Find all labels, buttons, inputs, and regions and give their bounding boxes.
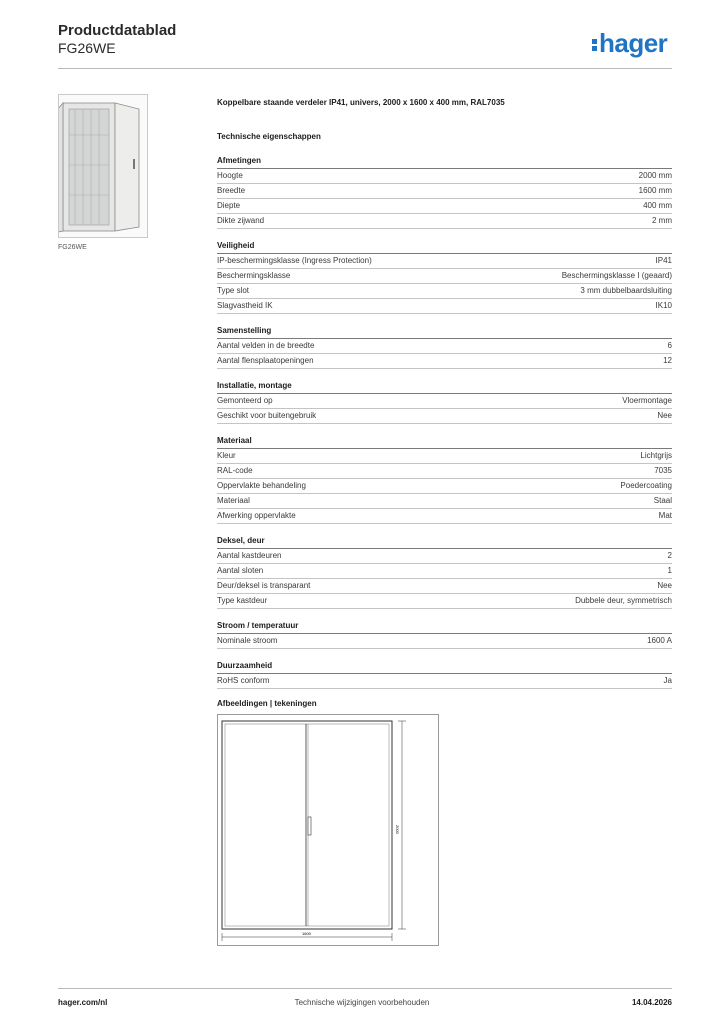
spec-value: 1	[667, 566, 672, 575]
photo-caption: FG26WE	[58, 244, 87, 251]
spec-label: Diepte	[217, 201, 241, 210]
spec-label: IP-beschermingsklasse (Ingress Protection)	[217, 256, 372, 265]
spec-label: Breedte	[217, 186, 246, 195]
spec-row	[217, 674, 672, 689]
spec-row	[217, 549, 672, 564]
spec-section	[217, 239, 672, 314]
spec-label: Hoogte	[217, 171, 243, 180]
footer-disclaimer: Technische wijzigingen voorbehouden	[294, 998, 430, 1007]
cabinet-photo-icon	[59, 95, 147, 237]
section-title: Deksel, deur	[217, 534, 672, 549]
spec-label: Gemonteerd op	[217, 396, 273, 405]
spec-row	[217, 214, 672, 229]
page-title: Productdatablad	[58, 22, 177, 39]
spec-label: Materiaal	[217, 496, 250, 505]
spec-value: Nee	[657, 581, 672, 590]
spec-section	[217, 534, 672, 609]
spec-row	[217, 564, 672, 579]
drawing-width-label: 1600	[302, 931, 311, 936]
spec-section	[217, 379, 672, 424]
spec-label: Aantal kastdeuren	[217, 551, 282, 560]
spec-row	[217, 199, 672, 214]
spec-value: Dubbele deur, symmetrisch	[575, 596, 672, 605]
spec-label: Aantal flensplaatopeningen	[217, 356, 314, 365]
section-title: Samenstelling	[217, 324, 672, 339]
spec-row	[217, 579, 672, 594]
spec-row	[217, 449, 672, 464]
spec-row	[217, 354, 672, 369]
spec-label: Nominale stroom	[217, 636, 278, 645]
spec-row	[217, 269, 672, 284]
spec-label: Slagvastheid IK	[217, 301, 273, 310]
spec-section	[217, 154, 672, 229]
logo-text: hager	[599, 28, 668, 58]
spec-section	[217, 324, 672, 369]
tech-properties-heading: Technische eigenschappen	[217, 132, 321, 141]
spec-section	[217, 659, 672, 689]
footer-website-link[interactable]: hager.com/nl	[58, 998, 108, 1007]
spec-value: 2	[667, 551, 672, 560]
spec-label: Type slot	[217, 286, 250, 295]
product-photo	[58, 94, 148, 238]
spec-label: Beschermingsklasse	[217, 271, 291, 280]
spec-value: IP41	[655, 256, 672, 265]
spec-value: Staal	[653, 496, 672, 505]
spec-label: Kleur	[217, 451, 236, 460]
spec-value: 3 mm dubbelbaardsluiting	[580, 286, 672, 295]
spec-value: 2000 mm	[638, 171, 672, 180]
spec-label: Oppervlakte behandeling	[217, 481, 306, 490]
hager-logo	[592, 28, 667, 59]
spec-value: 2 mm	[652, 216, 672, 225]
drawing-height-label: 2000	[395, 825, 400, 834]
spec-value: 1600 A	[647, 636, 672, 645]
section-title: Stroom / temperatuur	[217, 619, 672, 634]
spec-label: Aantal sloten	[217, 566, 264, 575]
images-heading: Afbeeldingen | tekeningen	[217, 699, 317, 708]
logo-dots-icon	[592, 37, 597, 53]
spec-value: IK10	[655, 301, 672, 310]
spec-value: 7035	[654, 466, 672, 475]
spec-value: Ja	[663, 676, 672, 685]
spec-row	[217, 464, 672, 479]
spec-section	[217, 434, 672, 524]
spec-value: Vloermontage	[622, 396, 672, 405]
spec-row	[217, 169, 672, 184]
spec-label: RAL-code	[217, 466, 253, 475]
spec-row	[217, 409, 672, 424]
spec-row	[217, 284, 672, 299]
spec-row	[217, 394, 672, 409]
spec-row	[217, 299, 672, 314]
spec-label: Deur/deksel is transparant	[217, 581, 311, 590]
spec-value: Lichtgrijs	[640, 451, 672, 460]
product-description: Koppelbare staande verdeler IP41, univers, 2000 x 1600 x 400 mm, RAL7035	[217, 98, 505, 107]
spec-row	[217, 254, 672, 269]
section-title: Duurzaamheid	[217, 659, 672, 674]
spec-row	[217, 509, 672, 524]
spec-row	[217, 594, 672, 609]
spec-value: Mat	[658, 511, 672, 520]
header-divider	[58, 68, 672, 69]
footer-date: 14.04.2026	[631, 998, 672, 1007]
footer-divider	[58, 988, 672, 989]
spec-value: 6	[667, 341, 672, 350]
spec-value: Nee	[657, 411, 672, 420]
spec-label: Dikte zijwand	[217, 216, 265, 225]
spec-label: RoHS conform	[217, 676, 270, 685]
technical-drawing	[217, 714, 439, 946]
spec-row	[217, 494, 672, 509]
spec-value: 12	[663, 356, 672, 365]
cabinet-front-drawing-icon	[218, 715, 438, 945]
section-title: Afmetingen	[217, 154, 672, 169]
spec-sections	[217, 154, 672, 689]
spec-value: Beschermingsklasse I (geaard)	[561, 271, 672, 280]
spec-value: Poedercoating	[620, 481, 672, 490]
spec-row	[217, 184, 672, 199]
spec-value: 400 mm	[643, 201, 672, 210]
spec-content	[217, 98, 672, 716]
spec-label: Geschikt voor buitengebruik	[217, 411, 317, 420]
spec-label: Type kastdeur	[217, 596, 268, 605]
product-code: FG26WE	[58, 40, 116, 56]
section-title: Materiaal	[217, 434, 672, 449]
spec-row	[217, 479, 672, 494]
spec-row	[217, 634, 672, 649]
spec-label: Aantal velden in de breedte	[217, 341, 315, 350]
section-title: Veiligheid	[217, 239, 672, 254]
spec-row	[217, 339, 672, 354]
spec-section	[217, 619, 672, 649]
section-title: Installatie, montage	[217, 379, 672, 394]
spec-value: 1600 mm	[638, 186, 672, 195]
spec-label: Afwerking oppervlakte	[217, 511, 296, 520]
